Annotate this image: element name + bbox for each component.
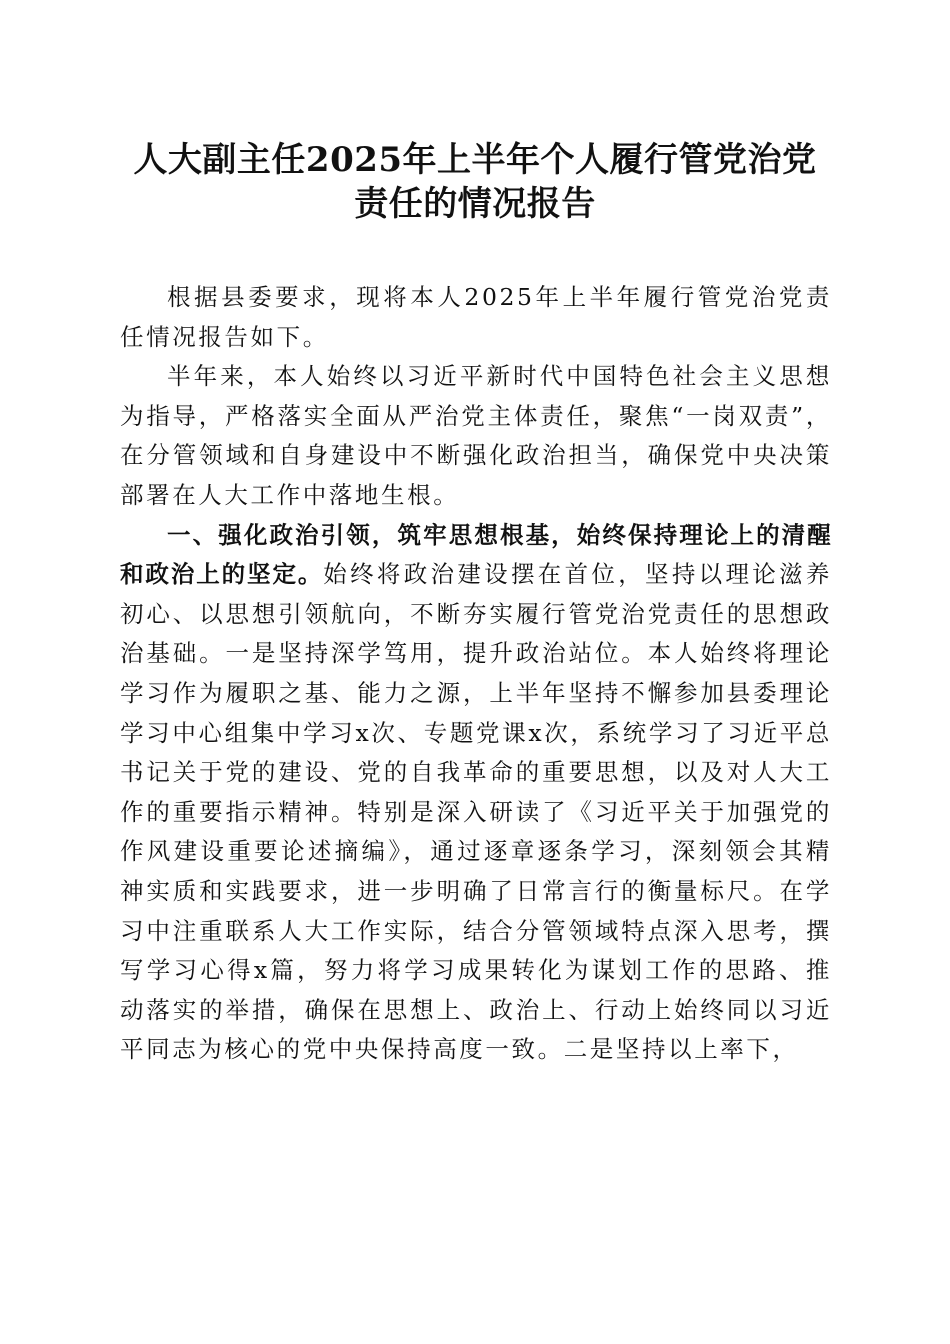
title-line-1: 人大副主任2025年上半年个人履行管党治党 bbox=[133, 140, 817, 180]
paragraph-overview-text: 半年来，本人始终以习近平新时代中国特色社会主义思想为指导，严格落实全面从严治党主体责任，聚焦“一岗双责”，在分管领域和自身建设中不断强化政治担当，确保党中央决策部署在人大工作中落地生根。 bbox=[120, 362, 832, 509]
paragraph-intro bbox=[120, 278, 832, 357]
document-title bbox=[110, 138, 840, 226]
paragraph-section-1 bbox=[120, 516, 832, 1070]
section-1-text: 始终将政治建设摆在首位，坚持以理论滋养初心、以思想引领航向，不断夯实履行管党治党责任的思想政治基础。一是坚持深学笃用，提升政治站位。本人始终将理论学习作为履职之基、能力之源，上半年坚持不懈参加县委理论学习中心组集中学习x次、专题党课x次，系统学习了习近平总书记关于党的建设、党的自我革命的重要思想，以及对人大工作的重要指示精神。特别是深入研读了《习近平关于加强党的作风建设重要论述摘编》，通过逐章逐条学习，深刻领会其精神实质和实践要求，进一步明确了日常言行的衡量标尺。在学习中注重联系人大工作实际，结合分管领域特点深入思考，撰写学习心得x篇，努力将学习成果转化为谋划工作的思路、推动落实的举措，确保在思想上、政治上、行动上始终同以习近平同志为核心的党中央保持高度一致。二是坚持以上率下， bbox=[120, 560, 832, 1064]
title-line-2: 责任的情况报告 bbox=[354, 184, 596, 224]
document-body bbox=[120, 278, 832, 1070]
paragraph-overview bbox=[120, 357, 832, 515]
section-1-heading: 一、强化政治引领，筑牢思想根基，始终保持理论上的清醒和政治上的坚定。 bbox=[120, 520, 832, 589]
paragraph-intro-text: 根据县委要求，现将本人2025年上半年履行管党治党责任情况报告如下。 bbox=[120, 283, 832, 351]
